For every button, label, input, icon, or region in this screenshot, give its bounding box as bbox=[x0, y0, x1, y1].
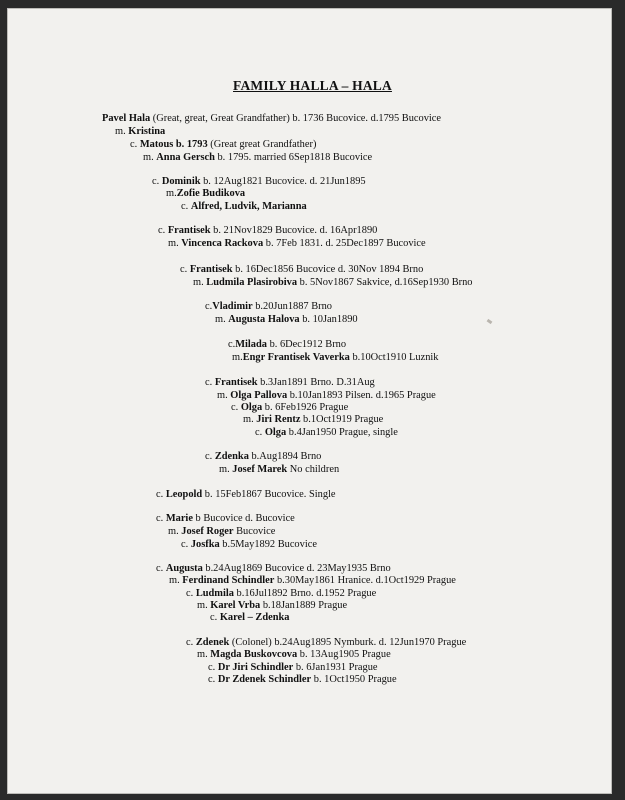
entry-line: c. Frantisek b. 16Dec1856 Bucovice d. 30Nov 1894 Brno bbox=[180, 264, 424, 275]
entry-line: c. Frantisek b.3Jan1891 Brno. D.31Aug bbox=[205, 377, 375, 388]
entry-line: m. Vincenca Rackova b. 7Feb 1831. d. 25Dec1897 Bucovice bbox=[168, 238, 426, 249]
entry-line: c. Dr Jiri Schindler b. 6Jan1931 Prague bbox=[208, 662, 378, 673]
entry-line: c. Alfred, Ludvik, Marianna bbox=[181, 201, 307, 212]
entry-line: c. Olga b. 6Feb1926 Prague bbox=[231, 402, 349, 413]
entry-line: c. Dominik b. 12Aug1821 Bucovice. d. 21Jun1895 bbox=[152, 176, 366, 187]
entry-line: c. Augusta b.24Aug1869 Bucovice d. 23May1935 Brno bbox=[156, 563, 391, 574]
entry-line: c. Zdenka b.Aug1894 Brno bbox=[205, 451, 322, 462]
entry-line: c. Leopold b. 15Feb1867 Bucovice. Single bbox=[156, 489, 336, 500]
entry-line: c. Dr Zdenek Schindler b. 1Oct1950 Prague bbox=[208, 674, 397, 685]
entry-line: c. Frantisek b. 21Nov1829 Bucovice. d. 16Apr1890 bbox=[158, 225, 378, 236]
document-title: FAMILY HALLA – HALA bbox=[233, 78, 392, 93]
entry-line: m.Engr Frantisek Vaverka b.10Oct1910 Luznik bbox=[232, 352, 439, 363]
entry-line: c. Olga b.4Jan1950 Prague, single bbox=[255, 427, 398, 438]
entry-line: m. Kristina bbox=[115, 126, 166, 137]
entry-line: m. Olga Pallova b.10Jan1893 Pilsen. d.1965 Prague bbox=[217, 390, 436, 401]
entry-line: m. Augusta Halova b. 10Jan1890 bbox=[215, 314, 358, 325]
entry-line: c. Ludmila b.16Jul1892 Brno. d.1952 Prague bbox=[186, 588, 377, 599]
entry-line: c.Milada b. 6Dec1912 Brno bbox=[228, 339, 347, 350]
entry-line: m. Karel Vrba b.18Jan1889 Prague bbox=[197, 600, 348, 611]
entry-line: c. Matous b. 1793 (Great great Grandfather) bbox=[130, 139, 317, 150]
entry-line: m. Ludmila Plasirobiva b. 5Nov1867 Sakvice, d.16Sep1930 Brno bbox=[193, 277, 473, 288]
entry-line: c.Vladimir b.20Jun1887 Brno bbox=[205, 301, 333, 312]
entry-line: m. Josef Roger Bucovice bbox=[168, 526, 276, 537]
entry-line: m. Anna Gersch b. 1795. married 6Sep1818 Bucovice bbox=[143, 152, 373, 163]
entry-line: m. Ferdinand Schindler b.30May1861 Hranice. d.1Oct1929 Prague bbox=[169, 575, 456, 586]
entry-line: c. Karel – Zdenka bbox=[210, 612, 290, 623]
entry-line: c. Zdenek (Colonel) b.24Aug1895 Nymburk. d. 12Jun1970 Prague bbox=[186, 637, 467, 648]
entry-line: m.Zofie Budikova bbox=[166, 188, 246, 199]
entry-line: m. Jiri Rentz b.1Oct1919 Prague bbox=[243, 414, 384, 425]
entry-line: Pavel Hala (Great, great, Great Grandfather) b. 1736 Bucovice. d.1795 Bucovice bbox=[102, 113, 442, 124]
entry-line: m. Magda Buskovcova b. 13Aug1905 Prague bbox=[197, 649, 391, 660]
entry-line: c. Josfka b.5May1892 Bucovice bbox=[181, 539, 317, 550]
entry-line: c. Marie b Bucovice d. Bucovice bbox=[156, 513, 295, 524]
entry-line: m. Josef Marek No children bbox=[219, 464, 340, 475]
